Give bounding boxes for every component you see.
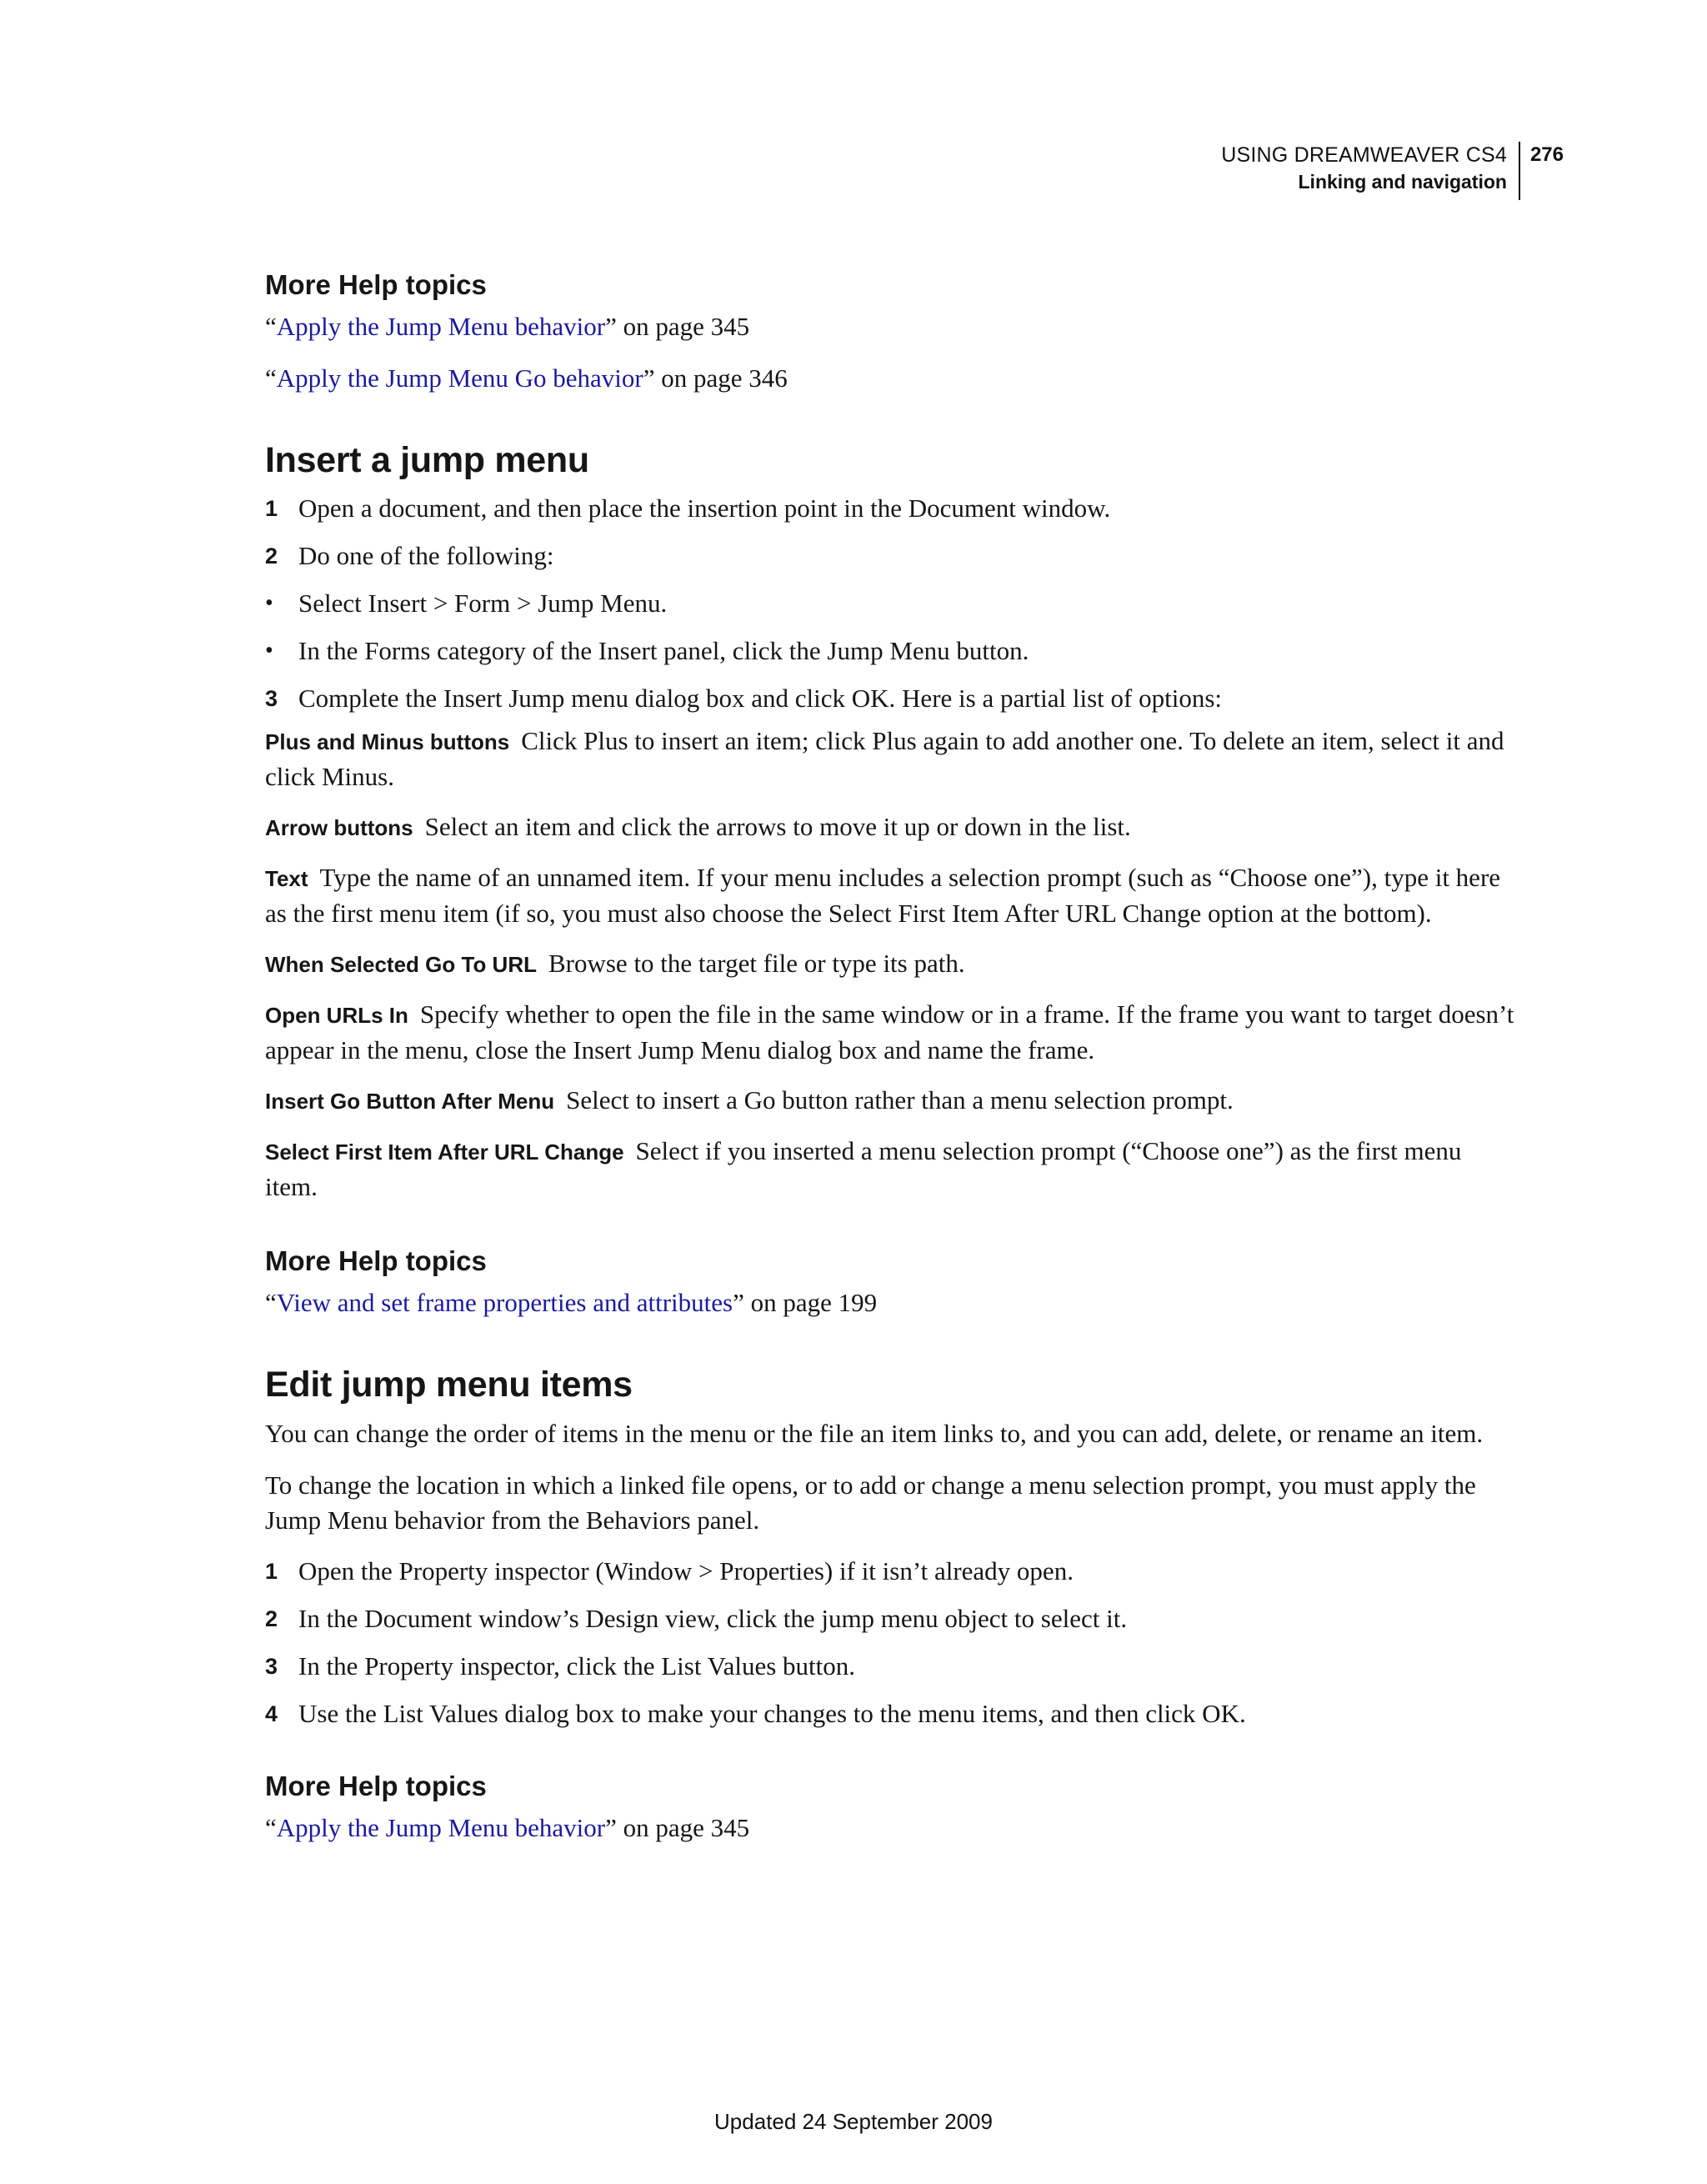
option-term: When Selected Go To URL (265, 952, 537, 977)
option-definition (265, 946, 1515, 982)
page-content (265, 267, 1515, 1863)
help-link-apply-jump-menu-go-behavior[interactable]: Apply the Jump Menu Go behavior (276, 363, 643, 393)
option-description: Select an item and click the arrows to move it up or down in the list. (424, 812, 1131, 841)
step-item (265, 1697, 1515, 1731)
step-item (265, 1555, 1515, 1588)
step-text: Open the Property inspector (Window > Properties) if it isn’t already open. (298, 1556, 1074, 1585)
bullet-text: In the Forms category of the Insert panel, click the Jump Menu button. (298, 636, 1029, 665)
bullet-item (265, 587, 1515, 620)
step-number: 1 (265, 1559, 278, 1584)
step-item (265, 539, 1515, 573)
book-title: USING DREAMWEAVER CS4 (1221, 143, 1507, 167)
page-ref: ” on page 346 (643, 363, 788, 393)
option-description: Type the name of an unnamed item. If your menu includes a selection prompt (such as “Choose one”), type it here as the first menu item (if so, you must also choose the Select First Item After URL Change option at the bottom). (265, 863, 1501, 928)
option-description: Select if you inserted a menu selection prompt (“Choose one”) as the first menu item. (265, 1136, 1462, 1201)
option-term: Select First Item After URL Change (265, 1140, 624, 1165)
option-term: Plus and Minus buttons (265, 729, 510, 754)
option-description: Specify whether to open the file in the same window or in a frame. If the frame you want to target doesn’t appear in the menu, close the Insert Jump Menu dialog box and name the frame. (265, 999, 1514, 1064)
option-term: Insert Go Button After Menu (265, 1089, 555, 1114)
step-text: Open a document, and then place the insertion point in the Document window. (298, 493, 1111, 523)
open-quote: “ (265, 1288, 277, 1317)
option-term: Open URLs In (265, 1003, 408, 1028)
step-number: 3 (265, 1654, 278, 1679)
spacer (265, 1220, 1515, 1243)
running-header (1221, 142, 1564, 202)
more-help-heading: More Help topics (265, 1771, 487, 1801)
page-footer: Updated 24 September 2009 (714, 2109, 993, 2134)
option-description: Browse to the target file or type its path. (548, 949, 965, 978)
page-number: 276 (1529, 143, 1564, 166)
step-number: 3 (265, 686, 278, 711)
section-insert-jump-menu (265, 437, 1515, 1205)
option-definition (265, 1134, 1515, 1205)
option-definition (265, 724, 1515, 794)
step-text: Complete the Insert Jump menu dialog box and click OK. Here is a partial list of options: (298, 684, 1223, 713)
option-description: Click Plus to insert an item; click Plus again to add another one. To delete an item, select it and click Minus. (265, 726, 1504, 791)
open-quote: “ (265, 312, 277, 341)
option-term: Arrow buttons (265, 815, 413, 840)
spacer (265, 1745, 1515, 1768)
page-ref: ” on page 345 (605, 312, 750, 341)
spacer (265, 413, 1515, 437)
step-number: 1 (265, 496, 278, 521)
more-help-heading: More Help topics (265, 269, 487, 300)
chapter-title: Linking and navigation (1298, 171, 1507, 193)
page-ref: ” on page 345 (605, 1813, 750, 1842)
section-edit-jump-menu-items (265, 1361, 1515, 1731)
body-paragraph: To change the location in which a linked file opens, or to add or change a menu selection prompt, you must apply the Jump Menu behavior from the Behaviors panel. (265, 1470, 1476, 1535)
help-link-row (265, 362, 1515, 395)
option-definition (265, 1083, 1515, 1119)
section-heading: Edit jump menu items (265, 1365, 633, 1405)
option-definition (265, 809, 1515, 845)
more-help-topics-2 (265, 1243, 1515, 1320)
more-help-topics-3 (265, 1768, 1515, 1845)
help-link-row (265, 310, 1515, 343)
option-definition (265, 997, 1515, 1068)
help-link-apply-jump-menu-behavior[interactable]: Apply the Jump Menu behavior (276, 312, 606, 341)
option-term: Text (265, 866, 308, 891)
open-quote: “ (265, 1813, 277, 1842)
open-quote: “ (265, 363, 277, 393)
section-heading: Insert a jump menu (265, 440, 589, 480)
spacer (265, 1338, 1515, 1361)
help-link-apply-jump-menu-behavior[interactable]: Apply the Jump Menu behavior (276, 1813, 606, 1842)
help-link-row (265, 1286, 1515, 1320)
step-number: 4 (265, 1701, 278, 1726)
more-help-topics-1 (265, 267, 1515, 395)
step-number: 2 (265, 1606, 278, 1631)
step-item (265, 682, 1515, 715)
page-ref: ” on page 199 (733, 1288, 878, 1317)
step-number: 2 (265, 543, 278, 569)
option-description: Select to insert a Go button rather than a menu selection prompt. (566, 1085, 1234, 1115)
more-help-heading: More Help topics (265, 1245, 487, 1276)
help-link-row (265, 1811, 1515, 1845)
step-item (265, 1602, 1515, 1635)
bullet-item (265, 634, 1515, 668)
step-item (265, 492, 1515, 525)
step-text: Use the List Values dialog box to make your changes to the menu items, and then click OK. (298, 1699, 1246, 1728)
help-link-view-set-frame-properties[interactable]: View and set frame properties and attributes (276, 1288, 733, 1317)
bullet-icon: • (265, 590, 273, 616)
step-text: In the Property inspector, click the List Values button. (298, 1651, 855, 1681)
body-paragraph: You can change the order of items in the menu or the file an item links to, and you can add, delete, or rename an item. (265, 1419, 1484, 1448)
bullet-text: Select Insert > Form > Jump Menu. (298, 589, 668, 618)
step-item (265, 1650, 1515, 1683)
step-text: Do one of the following: (298, 541, 554, 570)
running-header-text (1221, 142, 1520, 200)
step-text: In the Document window’s Design view, click the jump menu object to select it. (298, 1604, 1128, 1633)
bullet-icon: • (265, 638, 273, 664)
option-definition (265, 860, 1515, 931)
